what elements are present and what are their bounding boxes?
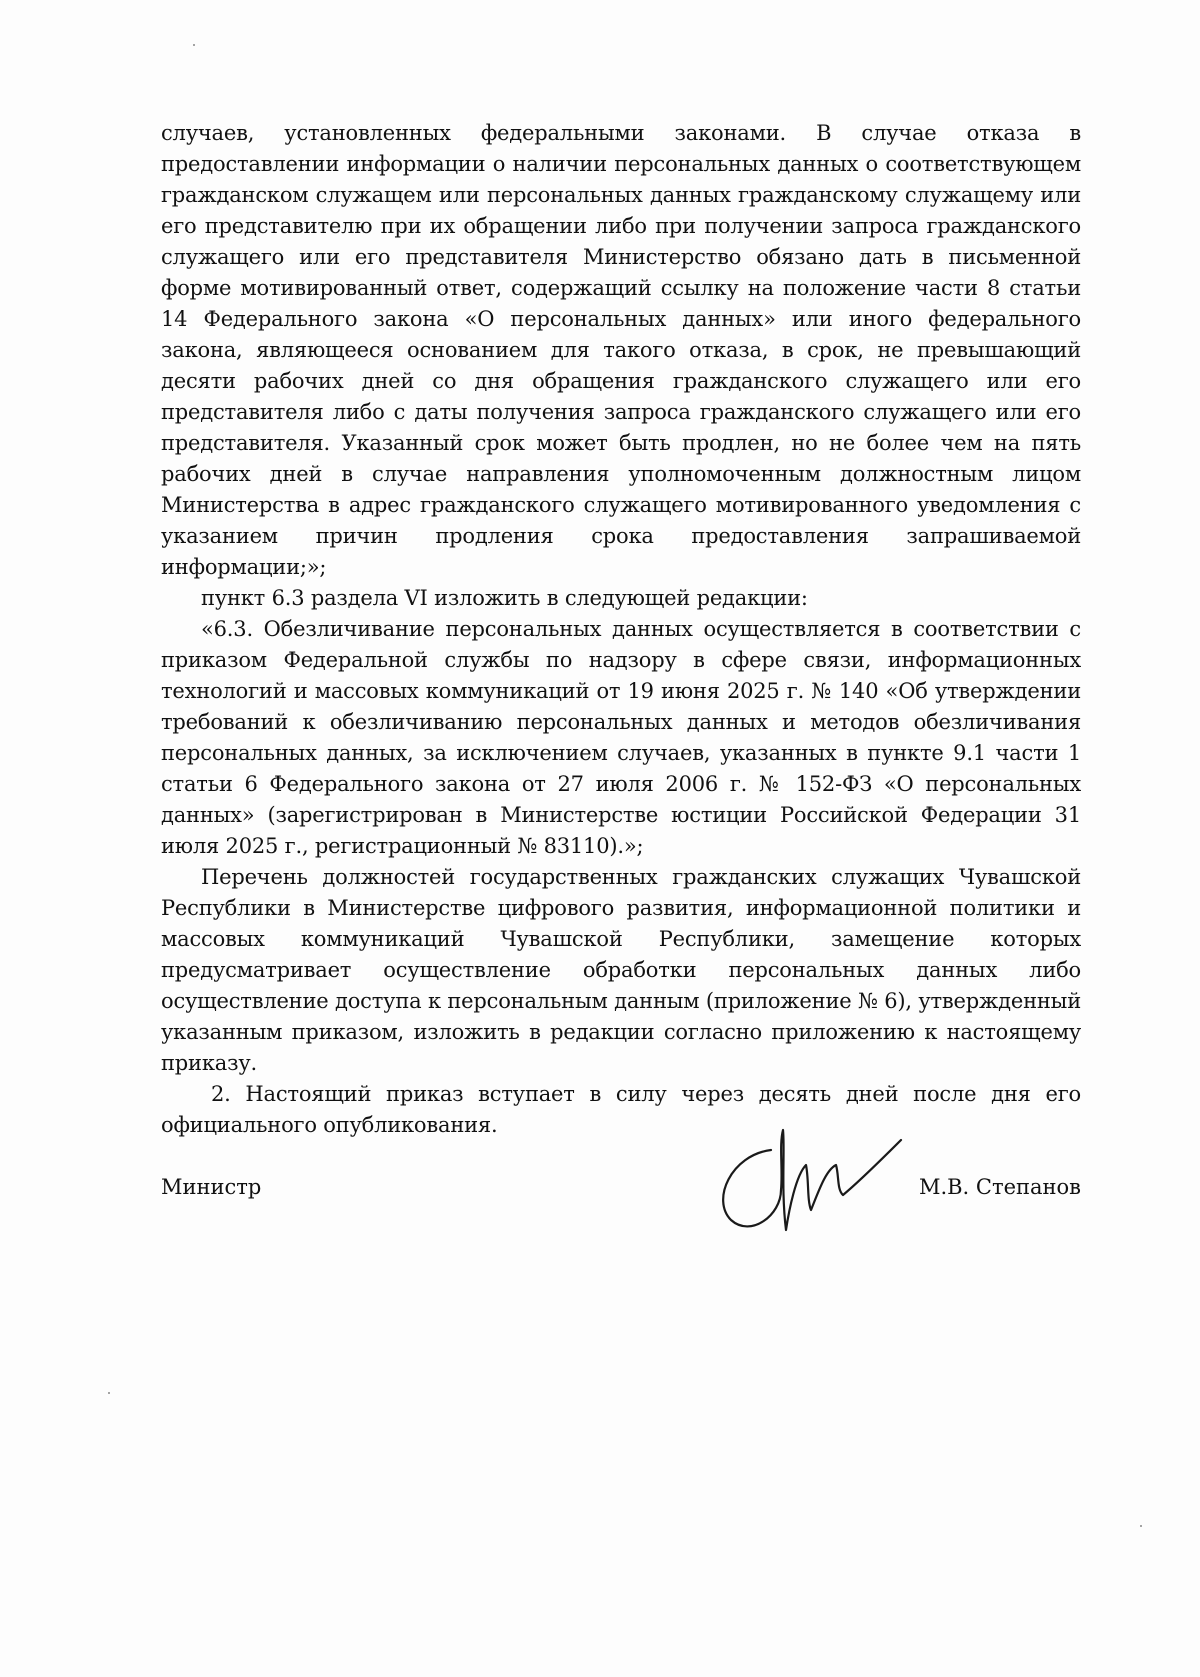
- paragraph-continuation: случаев, установленных федеральными законами. В случае отказа в предоставлении информации о наличии персональных данных о соответствующем гражданском служащем или персональных данных гражданскому служащему или его представителю при их обращении либо при получении запроса гражданского служащего или его представителя Министерство обязано дать в письменной форме мотивированный ответ, содержащий ссылку на положение части 8 статьи 14 Федерального закона «О персональных данных» или иного федерального закона, являющееся основанием для такого отказа, в срок, не превышающий десяти рабочих дней со дня обращения гражданского служащего или его представителя либо с даты получения запроса гражданского служащего или его представителя. Указанный срок может быть продлен, но не более чем на пять рабочих дней в случае направления уполномоченным должностным лицом Министерства в адрес гражданского служащего мотивированного уведомления с указанием причин продления срока предоставления запрашиваемой информации;»;: [161, 121, 1081, 579]
- handwritten-signature: [701, 1120, 921, 1240]
- scan-speck: [1140, 1525, 1142, 1527]
- scan-speck: [193, 44, 195, 46]
- signature-block: [161, 1120, 1081, 1240]
- paragraph-item-6-3-intro: пункт 6.3 раздела VI изложить в следующей редакции:: [201, 586, 808, 610]
- scan-speck: [108, 1392, 110, 1394]
- paragraph-list-of-positions: Перечень должностей государственных гражданских служащих Чувашской Республики в Министерстве цифрового развития, информационной политики и массовых коммуникаций Чувашской Республики, замещение которых предусматривает осуществление обработки персональных данных либо осуществление доступа к персональным данным (приложение № 6), утвержденный указанным приказом, изложить в редакции согласно приложению к настоящему приказу.: [161, 865, 1081, 1075]
- paragraph-effective-date: 2. Настоящий приказ вступает в силу через десять дней после дня его официального опубликования.: [161, 1082, 1081, 1137]
- paragraph-item-6-3-text: «6.3. Обезличивание персональных данных осуществляется в соответствии с приказом Федеральной службы по надзору в сфере связи, информационных технологий и массовых коммуникаций от 19 июня 2025 г. № 140 «Об утверждении требований к обезличиванию персональных данных и методов обезличивания персональных данных, за исключением случаев, указанных в пункте 9.1 части 1 статьи 6 Федерального закона от 27 июля 2006 г. № 152-ФЗ «О персональных данных» (зарегистрирован в Министерстве юстиции Российской Федерации 31 июля 2025 г., регистрационный № 83110).»;: [161, 617, 1081, 858]
- signer-position: Министр: [161, 1175, 262, 1199]
- document-body: [161, 118, 1081, 1141]
- signer-name: М.В. Степанов: [918, 1175, 1081, 1199]
